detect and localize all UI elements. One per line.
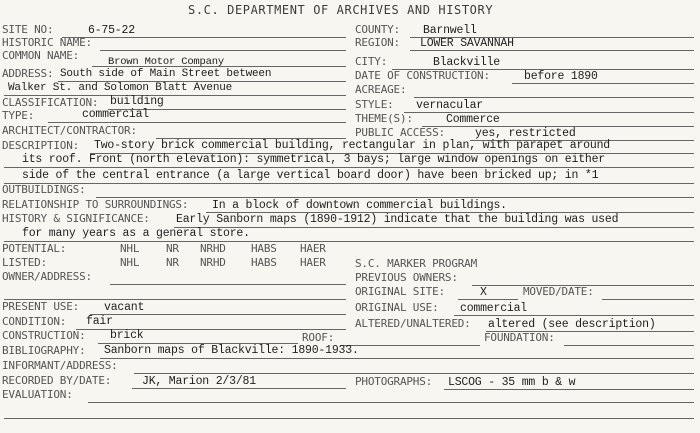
city-label: CITY: — [355, 55, 388, 68]
owner-line — [110, 284, 346, 285]
potential-nrhd: NRHD — [200, 242, 226, 255]
description-line-1: Two-story brick commercial building, rectangular in plan, with parapet around — [94, 139, 610, 152]
informant-label: INFORMANT/ADDRESS: — [2, 359, 118, 372]
themes-value: Commerce — [446, 113, 500, 126]
classification-value: building — [110, 95, 164, 108]
condition-value: fair — [86, 315, 113, 328]
altered-value: altered (see description) — [488, 318, 656, 331]
description-underline-2 — [4, 167, 694, 168]
history-underline-2 — [4, 241, 694, 242]
evaluation-label: EVALUATION: — [2, 388, 73, 401]
moved-date-label: MOVED/DATE: — [523, 285, 594, 298]
evaluation-line-2 — [4, 418, 694, 419]
bibliography-label: BIBLIOGRAPHY: — [2, 344, 86, 357]
recorded-by-value: JK, Marion 2/3/81 — [142, 375, 256, 388]
type-value: commercial — [82, 108, 150, 121]
acreage-label: ACREAGE: — [355, 83, 407, 96]
owner-label: OWNER/ADDRESS: — [2, 270, 92, 283]
present-use-line — [90, 314, 346, 315]
potential-haer: HAER — [300, 242, 326, 255]
potential-nr: NR — [166, 242, 179, 255]
photographs-line — [444, 389, 694, 390]
moved-date-line — [602, 299, 694, 300]
listed-haer: HAER — [300, 256, 326, 269]
site-no-line — [62, 37, 346, 38]
history-underline-1 — [174, 227, 694, 228]
county-value: Barnwell — [423, 24, 477, 37]
form-header: S.C. DEPARTMENT OF ARCHIVES AND HISTORY — [188, 3, 494, 17]
recorded-by-line — [132, 388, 346, 389]
potential-nhl: NHL — [120, 242, 140, 255]
date-of-construction-line — [512, 83, 694, 84]
roof-label: ROOF: — [302, 331, 335, 344]
style-label: STYLE: — [355, 98, 394, 111]
listed-label: LISTED: — [2, 256, 47, 269]
bibliography-value: Sanborn maps of Blackville: 1890-1933. — [104, 344, 359, 357]
themes-label: THEME(S): — [355, 112, 413, 125]
marker-program-label: S.C. MARKER PROGRAM — [355, 257, 478, 270]
architect-label: ARCHITECT/CONTRACTOR: — [2, 124, 137, 137]
photographs-value: LSCOG - 35 mm b & w — [448, 376, 576, 389]
address-label: ADDRESS: — [2, 67, 54, 80]
roof-line — [340, 345, 480, 346]
listed-nhl: NHL — [120, 256, 140, 269]
evaluation-line — [88, 402, 694, 403]
foundation-line — [564, 345, 694, 346]
site-no-value: 6-75-22 — [88, 24, 135, 37]
potential-habs: HABS — [251, 242, 277, 255]
date-of-construction-value: before 1890 — [524, 70, 598, 83]
original-site-value: X — [480, 286, 487, 299]
site-no-label: SITE NO: — [2, 23, 54, 36]
region-value: LOWER SAVANNAH — [420, 37, 514, 50]
previous-owners-label: PREVIOUS OWNERS: — [355, 271, 458, 284]
present-use-label: PRESENT USE: — [2, 300, 80, 313]
common-name-value: Brown Motor Company — [108, 56, 224, 68]
type-label: TYPE: — [2, 109, 35, 122]
photographs-label: PHOTOGRAPHS: — [355, 375, 433, 388]
listed-nrhd: NRHD — [200, 256, 226, 269]
description-underline-3 — [4, 183, 694, 184]
original-site-label: ORIGINAL SITE: — [355, 285, 445, 298]
classification-label: CLASSIFICATION: — [2, 96, 99, 109]
original-use-line — [454, 315, 694, 316]
description-line-3: side of the central entrance (a large vertical board door) have been bricked up; in *1 — [22, 169, 599, 182]
relationship-value: In a block of downtown commercial buildings. — [212, 199, 507, 212]
historic-name-label: HISTORIC NAME: — [2, 36, 92, 49]
condition-label: CONDITION: — [2, 315, 67, 328]
outbuildings-label: OUTBUILDINGS: — [2, 183, 86, 196]
bibliography-line — [100, 358, 694, 359]
listed-nr: NR — [166, 256, 179, 269]
history-line-2: for many years as a general store. — [22, 227, 250, 240]
construction-label: CONSTRUCTION: — [2, 329, 86, 342]
original-use-value: commercial — [460, 302, 528, 315]
region-line — [410, 50, 694, 51]
description-line-2: its roof. Front (north elevation): symmetrical, 3 bays; large window openings on either — [22, 153, 605, 166]
style-value: vernacular — [416, 99, 484, 112]
public-access-label: PUBLIC ACCESS: — [355, 126, 445, 139]
description-label: DESCRIPTION: — [2, 139, 80, 152]
address-value-line2: Walker St. and Solomon Blatt Avenue — [8, 82, 233, 94]
public-access-value: yes, restricted — [475, 127, 576, 140]
recorded-by-label: RECORDED BY/DATE: — [2, 374, 112, 387]
altered-label: ALTERED/UNALTERED: — [355, 317, 471, 330]
historic-name-line — [100, 50, 346, 51]
acreage-line — [414, 97, 694, 98]
history-label: HISTORY & SIGNIFICANCE: — [2, 212, 150, 225]
relationship-label: RELATIONSHIP TO SURROUNDINGS: — [2, 198, 189, 211]
city-value: Blackville — [433, 56, 501, 69]
original-use-label: ORIGINAL USE: — [355, 301, 439, 314]
address-value-line1: South side of Main Street between — [60, 68, 272, 80]
region-label: REGION: — [355, 36, 400, 49]
type-line — [48, 122, 346, 123]
history-line-1: Early Sanborn maps (1890-1912) indicate that the building was used — [176, 213, 619, 226]
present-use-value: vacant — [104, 301, 145, 314]
date-of-construction-label: DATE OF CONSTRUCTION: — [355, 69, 490, 82]
informant-line — [134, 373, 694, 374]
county-label: COUNTY: — [355, 23, 400, 36]
foundation-label: FOUNDATION: — [484, 331, 555, 344]
original-site-line — [458, 299, 518, 300]
common-name-line — [92, 66, 346, 67]
common-name-label: COMMON NAME: — [2, 49, 80, 62]
construction-value: brick — [110, 329, 144, 342]
potential-label: POTENTIAL: — [2, 242, 67, 255]
listed-habs: HABS — [251, 256, 277, 269]
